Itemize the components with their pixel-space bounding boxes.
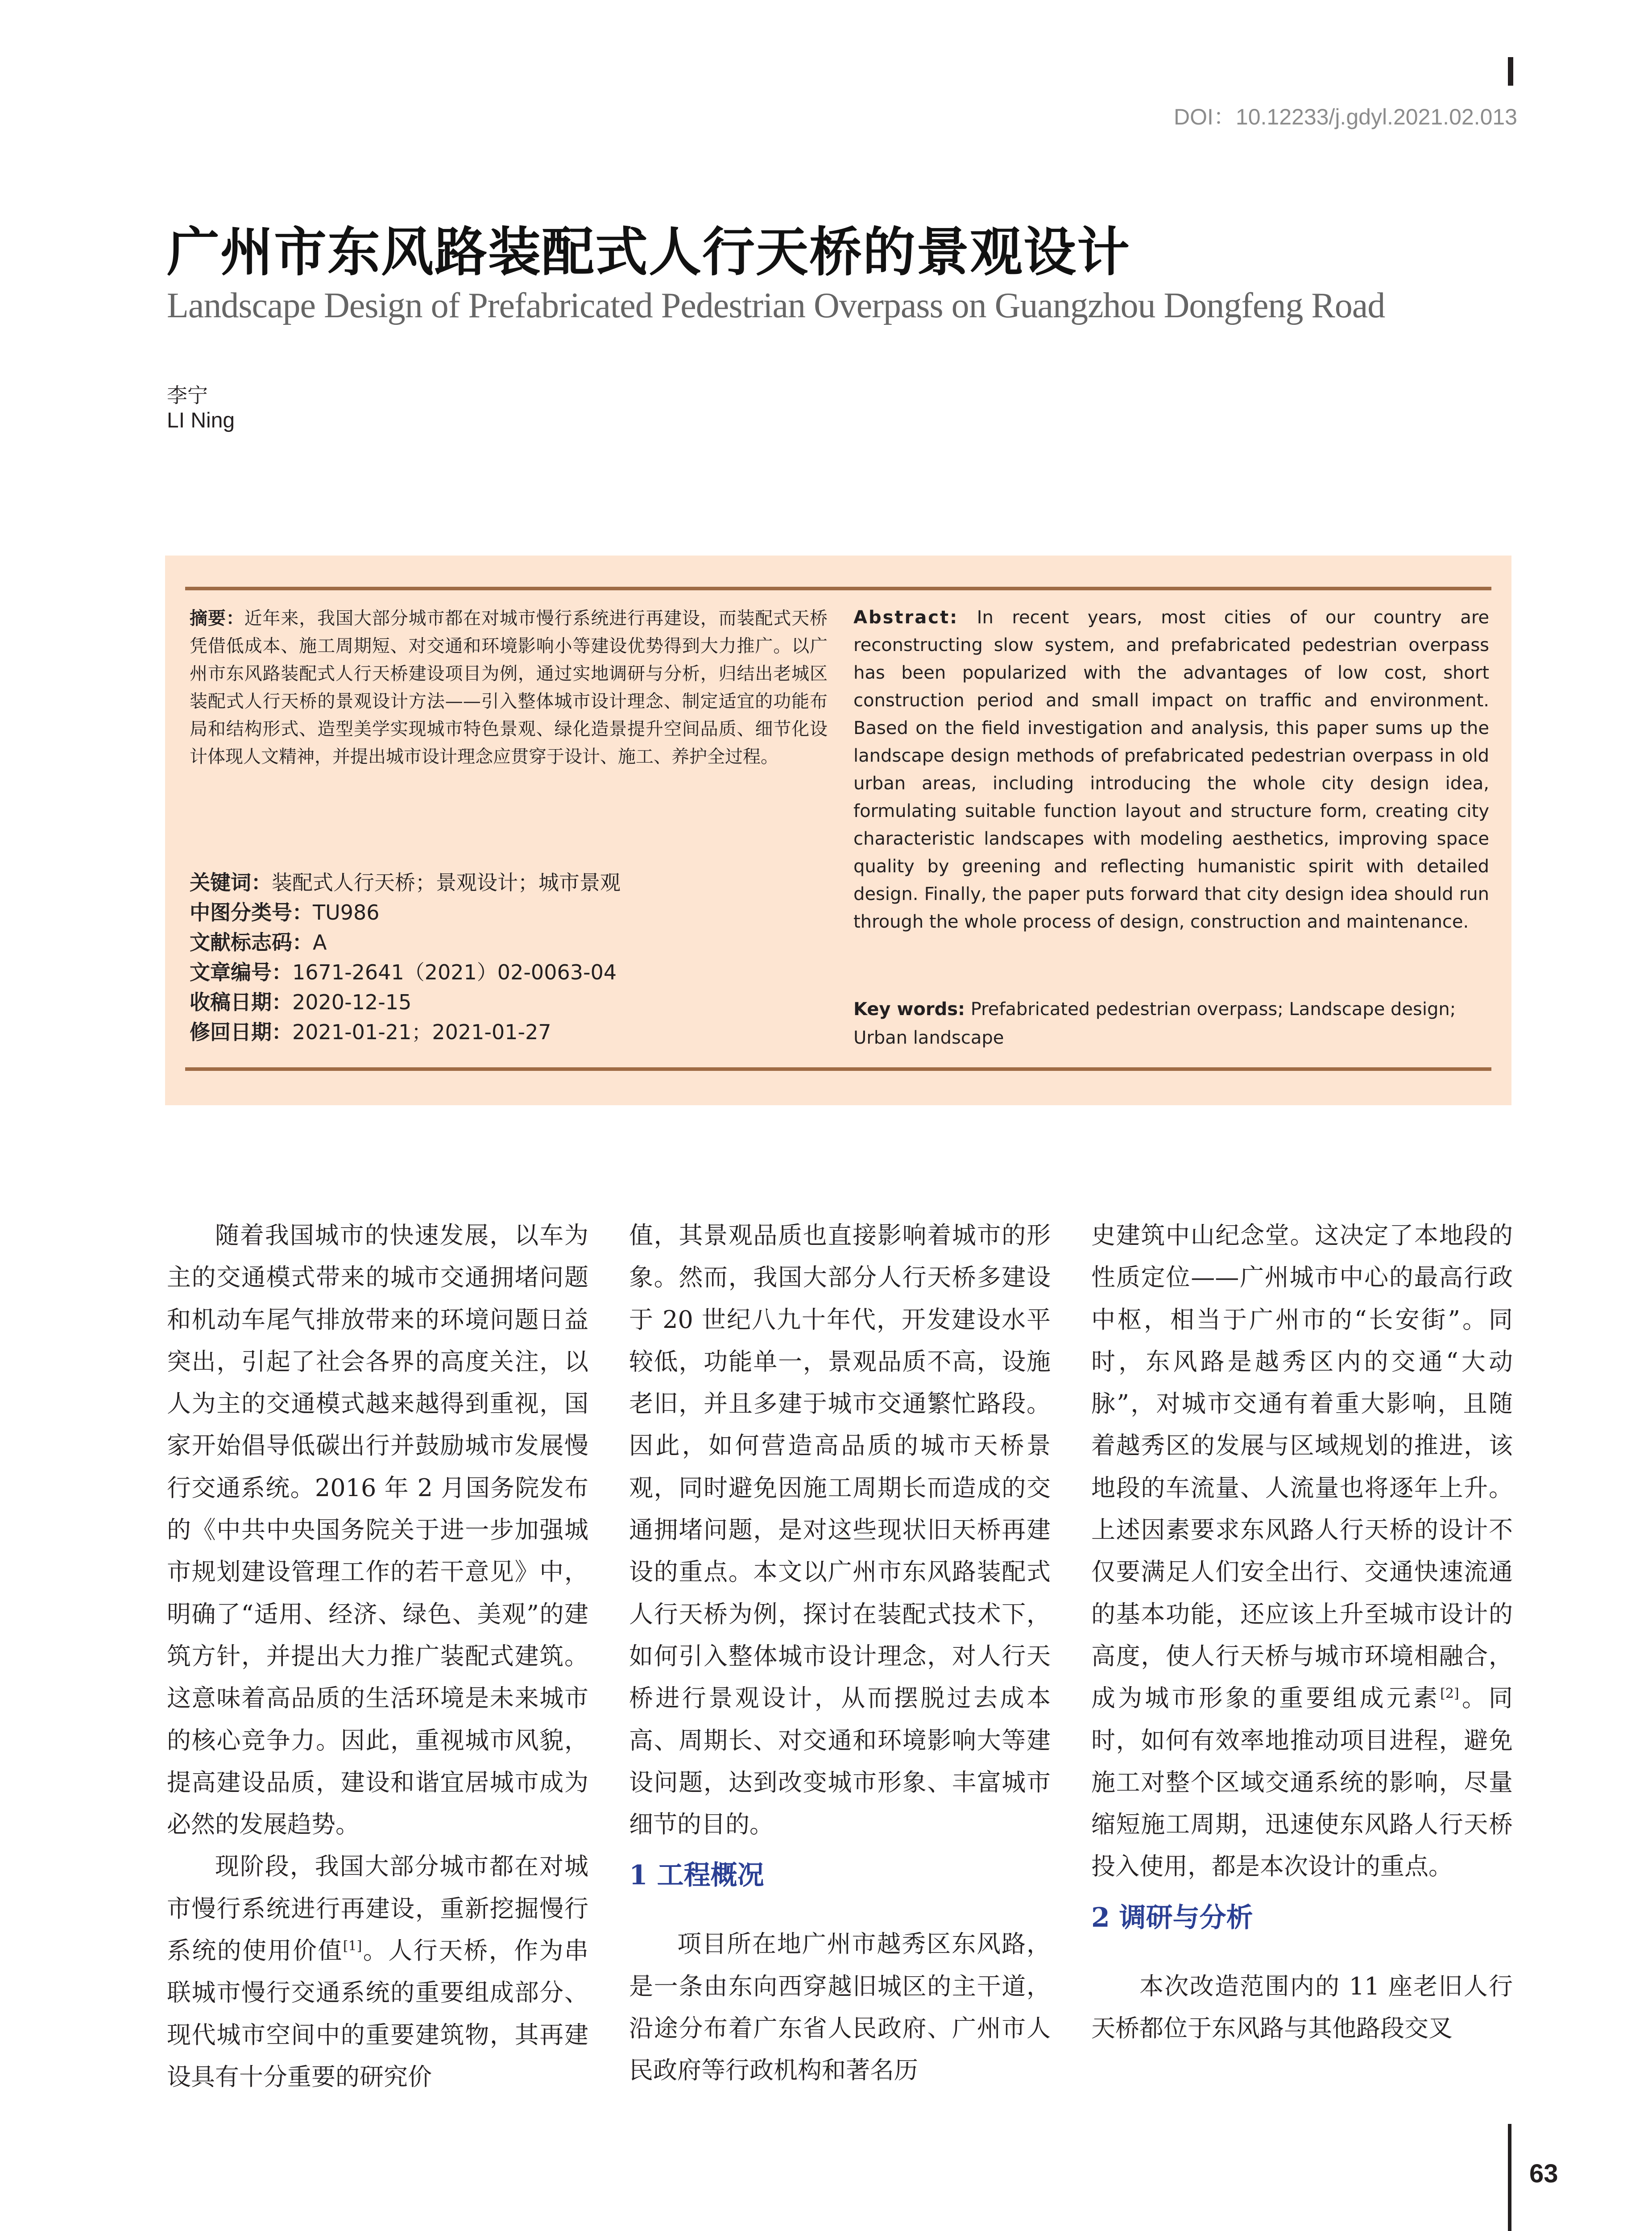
keywords-row	[190, 868, 828, 898]
page-number: 63	[1529, 2159, 1558, 2188]
body-column-2	[629, 1215, 1051, 2092]
section-heading: 1 工程概况	[629, 1860, 764, 1891]
abstract-en-text: In recent years, most cities of our country are reconstructing slow system, and prefabricated pedestrian overpass has been popularized with the advantages of low cost, short construction period and small impact on traffic and environment. Based on the field investigation and analysis, this paper sums up the landscape design methods of prefabricated pedestrian overpass in old urban areas, including introducing the whole city design idea, formulating suitable function layout and structure form, creating city characteristic landscapes with modeling aesthetics, improving space quality by greening and reflecting humanistic spirit with detailed design. Finally, the paper puts forward that city design idea should run through the whole process of design, construction and maintenance.	[853, 607, 1489, 932]
revised-row	[190, 1017, 828, 1047]
paragraph-text: 史建筑中山纪念堂。这决定了本地段的性质定位——广州城市中心的最高行政中枢，相当于广州市的“长安街”。同时，东风路是越秀区内的交通“大动脉”，对城市交通有着重大影响，且随着越秀区的发展与区域规划的推进，该地段的车流量、人流量也将逐年上升。上述因素要求东风路人行天桥的设计不仅要满足人们安全出行、交通快速流通的基本功能，还应该上升至城市设计的高度，使人行天桥与城市环境相融合，成为城市形象的重要组成元素	[1091, 1221, 1513, 1713]
citation-ref: [2]	[1440, 1686, 1459, 1702]
doc-code-row	[190, 928, 828, 958]
abstract-cn-text: 近年来，我国大部分城市都在对城市慢行系统进行再建设，而装配式天桥凭借低成本、施工周期短、对交通和环境影响小等建设优势得到大力推广。以广州市东风路装配式人行天桥建设项目为例，通过实地调研与分析，归结出老城区装配式人行天桥的景观设计方法——引入整体城市设计理念、制定适宜的功能布局和结构形式、造型美学实现城市特色景观、绿化造景提升空间品质、细节化设计体现人文精神，并提出城市设计理念应贯穿于设计、施工、养护全过程。	[190, 608, 828, 767]
revised-label: 修回日期：	[190, 1020, 292, 1044]
paragraph-text: 现阶段，我国大部分城市都在对城市慢行系统进行再建设，重新挖掘慢行系统的使用价值	[167, 1852, 588, 1965]
received-label: 收稿日期：	[190, 990, 292, 1014]
body-column-3	[1091, 1215, 1513, 2049]
keywords-english	[853, 995, 1489, 1052]
author-chinese: 李宁	[167, 383, 208, 407]
keywords-label: 关键词：	[190, 871, 272, 895]
paragraph: 本次改造范围内的 11 座老旧人行天桥都位于东风路与其他路段交叉	[1091, 1972, 1513, 2043]
title-chinese: 广州市东风路装配式人行天桥的景观设计	[167, 221, 1131, 283]
clc-row	[190, 898, 828, 928]
revised-value: 2021-01-21；2021-01-27	[292, 1020, 551, 1044]
doi: DOI：10.12233/j.gdyl.2021.02.013	[1174, 104, 1517, 129]
body-column-1	[167, 1215, 588, 2098]
author-english: LI Ning	[167, 409, 235, 432]
section-heading: 2 调研与分析	[1091, 1902, 1253, 1933]
paragraph-text: 。同时，如何有效率地推动项目进程，避免施工对整个区域交通系统的影响，尽量缩短施工周期，迅速使东风路人行天桥投入使用，都是本次设计的重点。	[1091, 1684, 1513, 1881]
paragraph-text: 。人行天桥，作为串联城市慢行交通系统的重要组成部分、现代城市空间中的重要建筑物，其再建设具有十分重要的研究价	[167, 1937, 588, 2091]
abstract-english	[853, 604, 1489, 936]
abstract-top-rule	[185, 587, 1491, 590]
paragraph: 随着我国城市的快速发展，以车为主的交通模式带来的城市交通拥堵问题和机动车尾气排放带来的环境问题日益突出，引起了社会各界的高度关注，以人为主的交通模式越来越得到重视，国家开始倡导低碳出行并鼓励城市发展慢行交通系统。2016 年 2 月国务院发布的《中共中央国务院关于进一步加强城市规划建设管理工作的若干意见》中，明确了“适用、经济、绿色、美观”的建筑方针，并提出大力推广装配式建筑。这意味着高品质的生活环境是未来城市的核心竞争力。因此，重视城市风貌，提高建设品质，建设和谐宜居城市成为必然的发展趋势。	[167, 1221, 588, 1839]
received-row	[190, 987, 828, 1017]
abstract-box	[165, 556, 1511, 1105]
paragraph	[167, 1845, 588, 2098]
paragraph: 项目所在地广州市越秀区东风路，是一条由东向西穿越旧城区的主干道，沿途分布着广东省人民政府、广州市人民政府等行政机构和著名历	[629, 1930, 1051, 2085]
article-metadata	[190, 868, 828, 1047]
title-english: Landscape Design of Prefabricated Pedestrian Overpass on Guangzhou Dongfeng Road	[167, 286, 1385, 325]
citation-ref: [1]	[343, 1938, 362, 1954]
article-no-row	[190, 958, 828, 987]
article-no-value: 1671-2641（2021）02-0063-04	[292, 960, 617, 984]
abstract-chinese	[190, 605, 828, 771]
abstract-cn-label: 摘要：	[190, 608, 244, 629]
article-no-label: 文章编号：	[190, 960, 292, 984]
clc-label: 中图分类号：	[190, 900, 313, 925]
abstract-en-label: Abstract:	[853, 607, 959, 628]
paragraph	[1091, 1215, 1513, 1888]
paragraph: 值，其景观品质也直接影响着城市的形象。然而，我国大部分人行天桥多建设于 20 世纪八九十年代，开发建设水平较低，功能单一，景观品质不高，设施老旧，并且多建于城市交通繁忙路段。因此，如何营造高品质的城市天桥景观，同时避免因施工周期长而造成的交通拥堵问题，是对这些现状旧天桥再建设的重点。本文以广州市东风路装配式人行天桥为例，探讨在装配式技术下，如何引入整体城市设计理念，对人行天桥进行景观设计，从而摆脱过去成本高、周期长、对交通和环境影响大等建设问题，达到改变城市形象、丰富城市细节的目的。	[629, 1221, 1051, 1839]
clc-value: TU986	[313, 900, 380, 925]
keywords-value: 装配式人行天桥；景观设计；城市景观	[272, 871, 621, 895]
abstract-bottom-rule	[185, 1067, 1491, 1071]
doc-code-label: 文献标志码：	[190, 930, 313, 954]
keywords-en-label: Key words:	[853, 999, 965, 1020]
footer-rule	[1508, 2124, 1511, 2231]
header-rule	[1508, 57, 1513, 86]
keywords-en-text: Prefabricated pedestrian overpass; Landscape design; Urban landscape	[853, 999, 1456, 1048]
doc-code-value: A	[313, 930, 327, 954]
received-value: 2020-12-15	[292, 990, 412, 1014]
